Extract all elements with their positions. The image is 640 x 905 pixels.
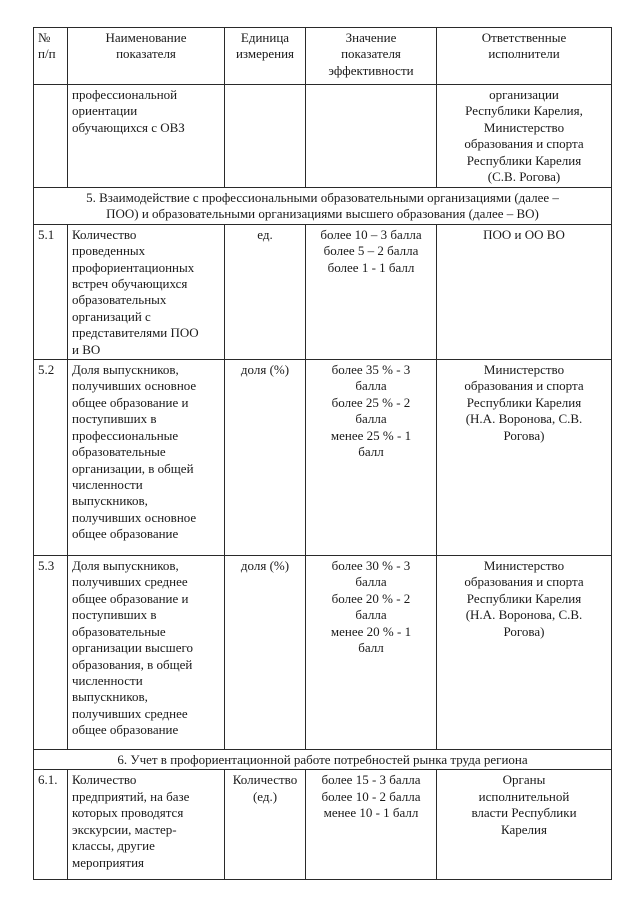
row-responsible: Министерство образования и спорта Республики Карелия (Н.А. Воронова, С.В. Рогова) bbox=[437, 556, 612, 750]
row-value: более 30 % - 3 балла более 20 % - 2 балла менее 20 % - 1 балл bbox=[306, 556, 437, 750]
row-responsible: ПОО и ОО ВО bbox=[437, 224, 612, 359]
row-responsible: Органы исполнительной власти Республики Карелия bbox=[437, 770, 612, 880]
table-row bbox=[34, 556, 612, 750]
header-number: № п/п bbox=[34, 28, 68, 85]
row-number: 5.3 bbox=[34, 556, 68, 750]
table-row bbox=[34, 360, 612, 556]
row-indicator-name: Количество проведенных профориентационных встреч обучающихся образовательных организаций с представителями ПОО и ВО bbox=[68, 224, 225, 359]
row-indicator-name: Доля выпускников, получивших основное общее образование и поступивших в профессиональные образовательные организации, в общей численности выпускников, получивших основное общее образование bbox=[68, 360, 225, 556]
row-unit: Количество (ед.) bbox=[225, 770, 306, 880]
row-unit bbox=[225, 85, 306, 188]
row-number: 5.1 bbox=[34, 224, 68, 359]
row-indicator-name: Доля выпускников, получивших среднее общее образование и поступивших в образовательные организации высшего образования, в общей численности выпускников, получивших среднее общее образование bbox=[68, 556, 225, 750]
section-6-heading: 6. Учет в профориентационной работе потребностей рынка труда региона bbox=[34, 750, 612, 770]
row-responsible: Министерство образования и спорта Республики Карелия (Н.А. Воронова, С.В. Рогова) bbox=[437, 360, 612, 556]
row-indicator-name: Количество предприятий, на базе которых проводятся экскурсии, мастер- классы, другие мероприятия bbox=[68, 770, 225, 880]
row-unit: доля (%) bbox=[225, 360, 306, 556]
row-value: более 15 - 3 балла более 10 - 2 балла менее 10 - 1 балл bbox=[306, 770, 437, 880]
table-row bbox=[34, 770, 612, 880]
table-row bbox=[34, 224, 612, 359]
row-number bbox=[34, 85, 68, 188]
row-number: 5.2 bbox=[34, 360, 68, 556]
indicators-table bbox=[33, 27, 612, 880]
header-unit: Единица измерения bbox=[225, 28, 306, 85]
row-unit: доля (%) bbox=[225, 556, 306, 750]
header-responsible: Ответственные исполнители bbox=[437, 28, 612, 85]
row-unit: ед. bbox=[225, 224, 306, 359]
table-header-row bbox=[34, 28, 612, 85]
section-heading-row bbox=[34, 188, 612, 225]
section-5-heading: 5. Взаимодействие с профессиональными образовательными организациями (далее – ПОО) и образовательными организациями высшего образования (далее – ВО) bbox=[34, 188, 612, 225]
header-indicator-name: Наименование показателя bbox=[68, 28, 225, 85]
row-number: 6.1. bbox=[34, 770, 68, 880]
row-value: более 35 % - 3 балла более 25 % - 2 балла менее 25 % - 1 балл bbox=[306, 360, 437, 556]
table-row bbox=[34, 85, 612, 188]
row-value bbox=[306, 85, 437, 188]
row-indicator-name: профессиональной ориентации обучающихся с ОВЗ bbox=[68, 85, 225, 188]
section-heading-row bbox=[34, 750, 612, 770]
row-responsible: организации Республики Карелия, Министерство образования и спорта Республики Карелия (С.В. Рогова) bbox=[437, 85, 612, 188]
header-value: Значение показателя эффективности bbox=[306, 28, 437, 85]
row-value: более 10 – 3 балла более 5 – 2 балла более 1 - 1 балл bbox=[306, 224, 437, 359]
